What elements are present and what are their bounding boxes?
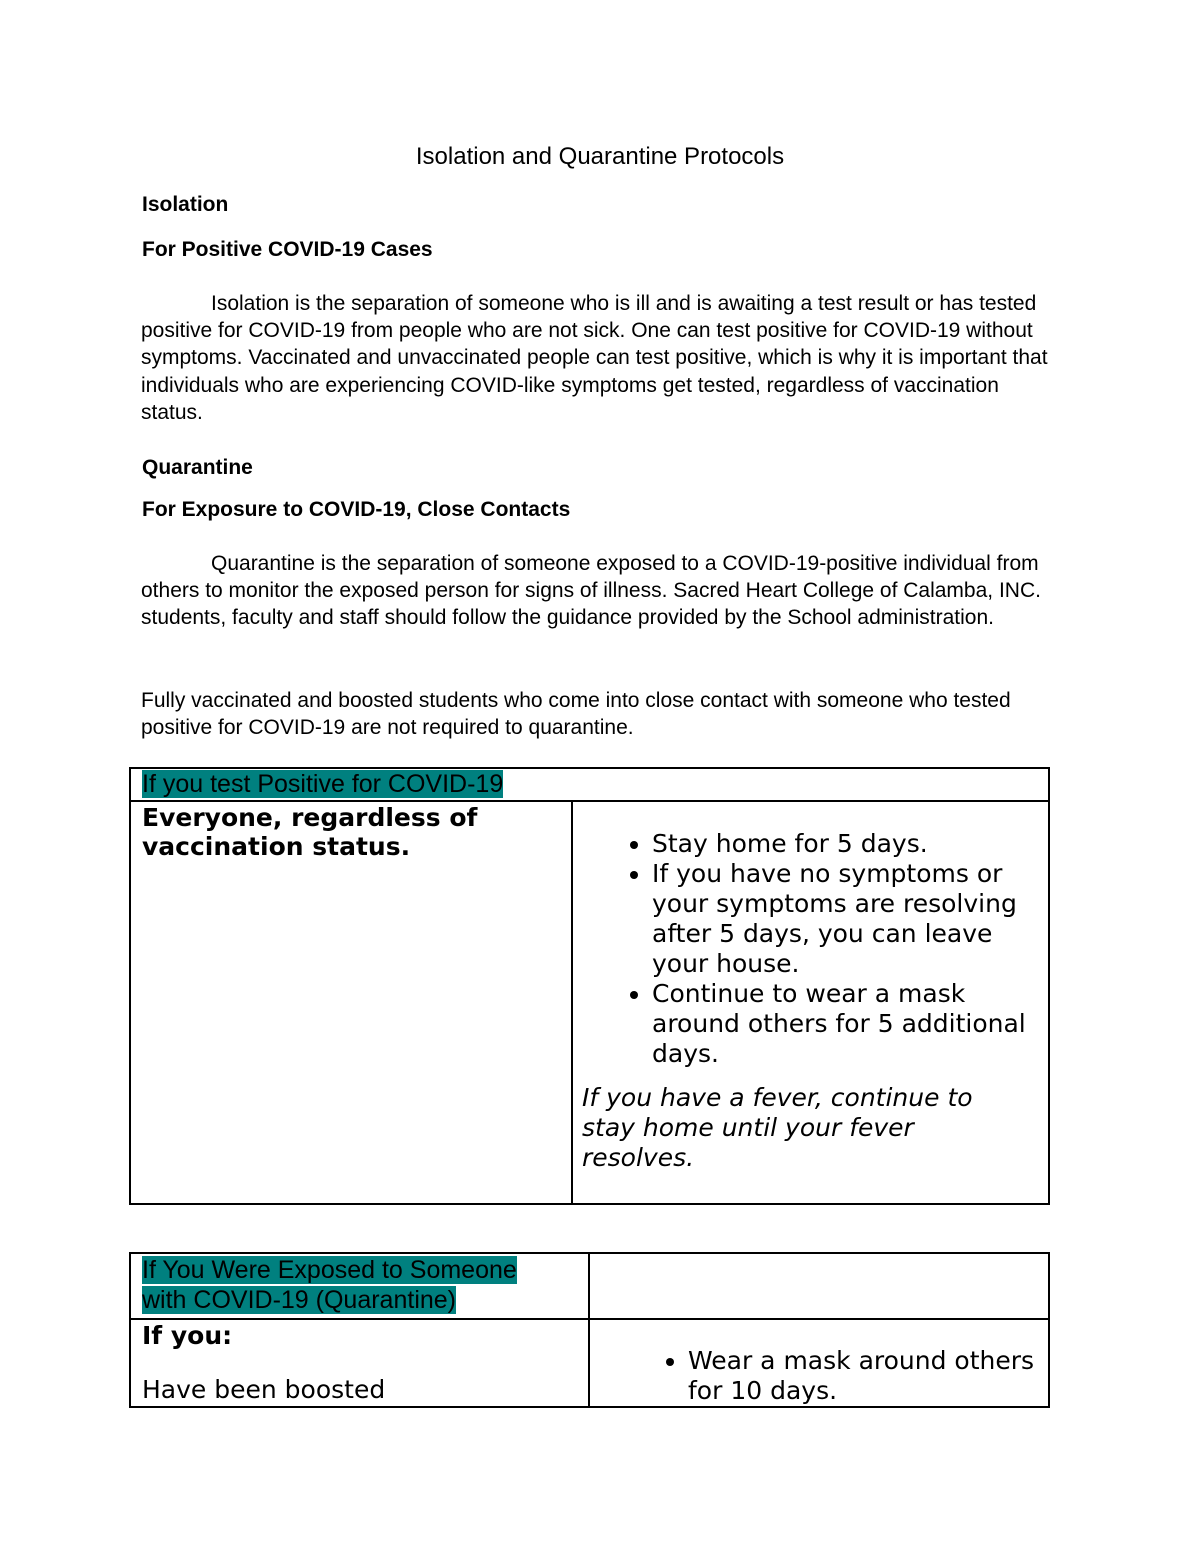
exposed-table-header-wrap	[142, 1255, 562, 1315]
positive-table-header-cell	[130, 768, 572, 801]
positive-table-header-spacer	[572, 768, 1049, 801]
exposed-table-header-row	[130, 1253, 1049, 1319]
positive-table-header-row	[130, 768, 1049, 801]
exposed-table-bullet-list	[618, 1346, 1048, 1406]
positive-table-body-row	[130, 801, 1049, 1204]
quarantine-paragraph-1: Quarantine is the separation of someone exposed to a COVID-19-positive individual from others to monitor the exposed person for signs of illness. Sacred Heart College of Calamba, INC. students, faculty and staff should follow the guidance provided by the School administration.	[141, 552, 1041, 630]
positive-table	[129, 767, 1050, 1205]
exposed-table-right-cell	[589, 1319, 1049, 1407]
isolation-heading: Isolation	[142, 193, 229, 216]
quarantine-subheading: For Exposure to COVID-19, Close Contacts	[142, 498, 571, 521]
positive-table-audience: Everyone, regardless of vaccination status.	[142, 803, 478, 861]
positive-table-right-cell	[572, 801, 1049, 1204]
list-item: • Continue to wear a mask around others for 5 additional days.	[652, 979, 1048, 1069]
positive-table-header: If you test Positive for COVID-19	[142, 770, 504, 798]
isolation-subheading: For Positive COVID-19 Cases	[142, 238, 433, 261]
exposed-table-left-cell	[130, 1319, 589, 1407]
quarantine-paragraph-2: Fully vaccinated and boosted students who come into close contact with someone who tested positive for COVID-19 are not required to quarantine.	[141, 689, 1011, 740]
positive-table-fever-note: If you have a fever, continue to stay home until your fever resolves.	[582, 1083, 973, 1172]
quarantine-heading: Quarantine	[142, 456, 253, 479]
exposed-table-header-empty	[589, 1253, 1049, 1319]
exposed-table	[129, 1252, 1050, 1408]
list-item: • If you have no symptoms or your symptoms are resolving after 5 days, you can leave your house.	[652, 859, 1048, 979]
document-title: Isolation and Quarantine Protocols	[415, 143, 785, 170]
positive-table-left-cell	[130, 801, 572, 1204]
list-item: • Stay home for 5 days.	[652, 829, 1048, 859]
list-item: • Wear a mask around others for 10 days.	[688, 1346, 1048, 1406]
exposed-table-header: If You Were Exposed to Someone with COVID-19 (Quarantine)	[142, 1256, 517, 1314]
exposed-table-header-cell	[130, 1253, 589, 1319]
exposed-table-body-row	[130, 1319, 1049, 1407]
isolation-paragraph: Isolation is the separation of someone who is ill and is awaiting a test result or has tested positive for COVID-19 from people who are not sick. One can test positive for COVID-19 without symptoms. Vaccinated and unvaccinated people can test positive, which is why it is important that individuals who are experiencing COVID-like symptoms get tested, regardless of vaccination status.	[141, 292, 1048, 424]
positive-table-bullet-list	[582, 829, 1048, 1069]
exposed-table-condition: Have been boosted	[142, 1375, 386, 1404]
exposed-table-label: If you:	[142, 1321, 233, 1350]
